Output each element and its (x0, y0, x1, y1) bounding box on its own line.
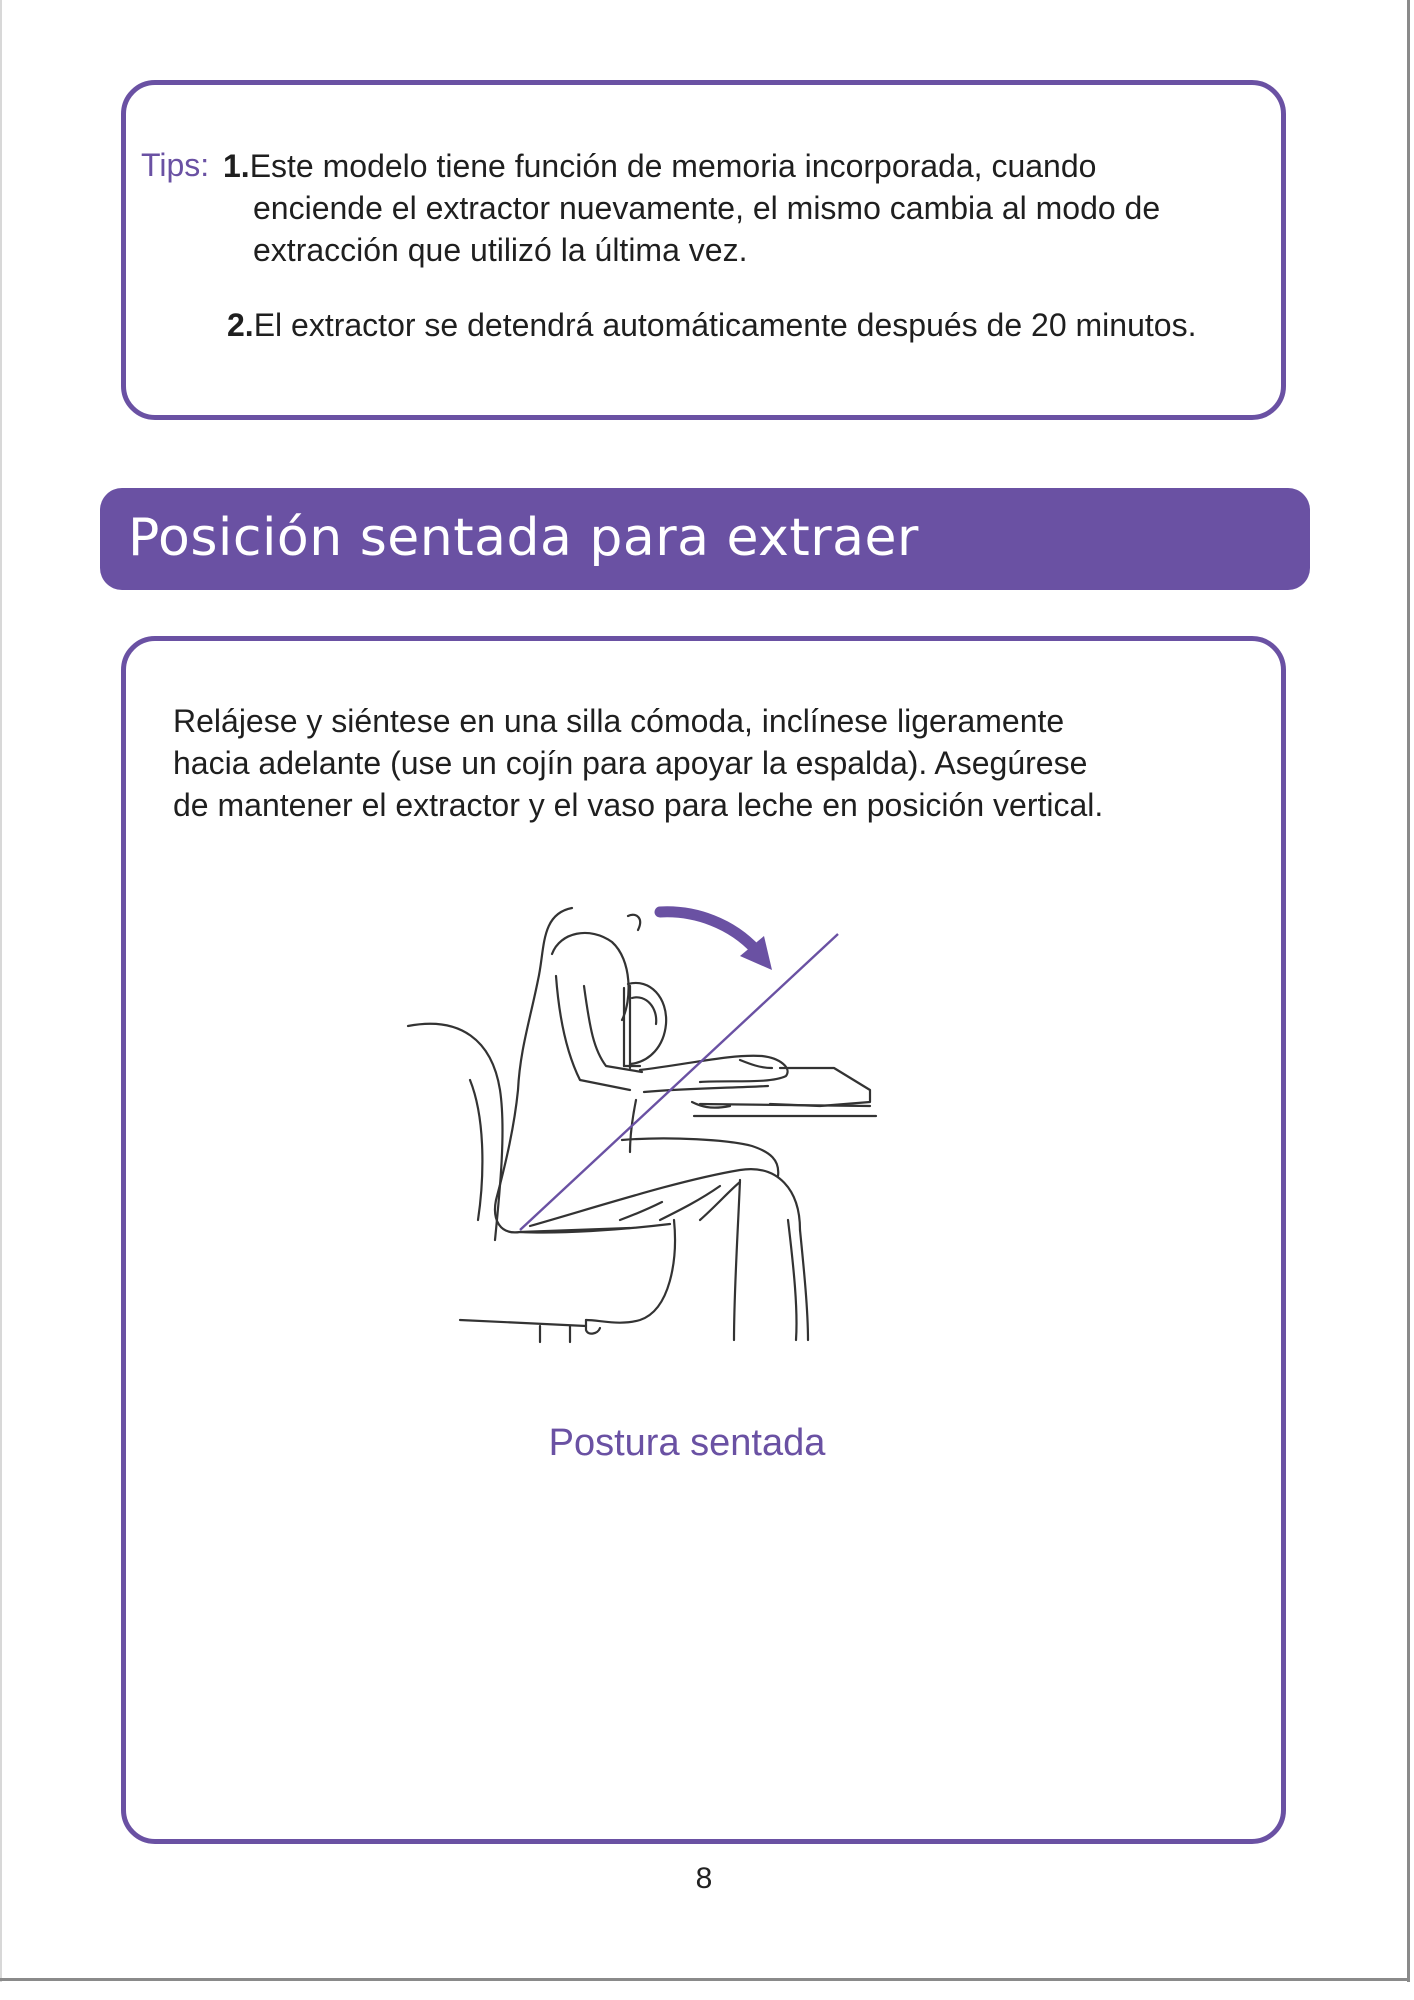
seated-posture-illustration (400, 890, 960, 1390)
content-paragraph (173, 700, 1213, 826)
tip-1-line1: Este modelo tiene función de memoria incorporada, cuando (249, 148, 1097, 184)
forward-lean-arrow-icon (660, 912, 772, 970)
tip-item-2 (227, 304, 1287, 346)
tip-2-number: 2. (227, 307, 254, 343)
tip-1-number: 1. (223, 148, 250, 184)
section-title: Posición sentada para extraer (128, 508, 919, 568)
tips-label: Tips: (141, 147, 210, 183)
content-line-1: Relájese y siéntese en una silla cómoda, inclínese ligeramente (173, 703, 1065, 739)
tip-1-line3: extracción que utilizó la última vez. (253, 232, 748, 268)
content-line-3: de mantener el extractor y el vaso para leche en posición vertical. (173, 787, 1104, 823)
tip-1-line2: enciende el extractor nuevamente, el mismo cambia al modo de (253, 190, 1161, 226)
figure-caption: Postura sentada (548, 1422, 826, 1464)
page-number: 8 (695, 1862, 713, 1895)
page-edge-right (1407, 0, 1410, 1982)
chair-back-icon (408, 1024, 503, 1240)
tip-2-text: El extractor se detendrá automáticamente después de 20 minutos. (253, 307, 1197, 343)
woman-figure-icon (495, 908, 630, 1232)
content-line-2: hacia adelante (use un cojín para apoyar la espalda). Asegúrese (173, 745, 1088, 781)
posture-guide-line (520, 934, 838, 1230)
tip-item-1 (223, 145, 1273, 271)
breast-pump-icon (628, 983, 666, 1064)
page-edge-left (0, 0, 2, 1982)
table-icon (770, 1068, 870, 1106)
page-edge-bottom (0, 1978, 1410, 1981)
